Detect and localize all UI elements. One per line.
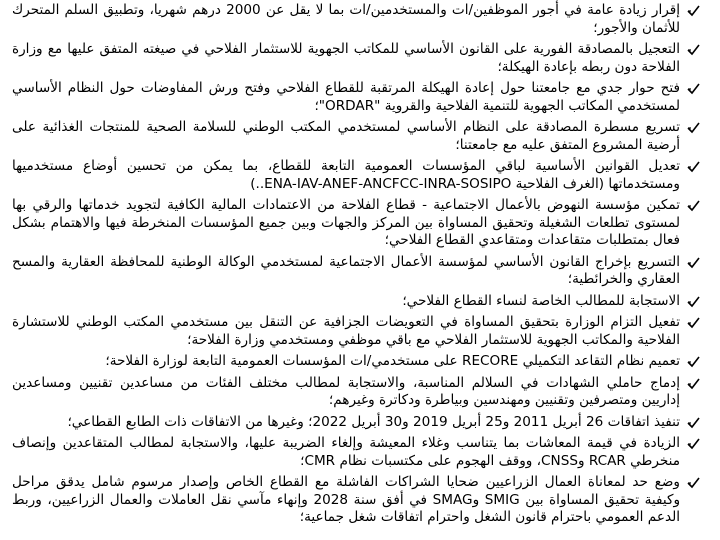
list-item xyxy=(12,474,702,527)
checkmark-arrow-bullet-icon xyxy=(687,417,700,429)
list-item-text: تعميم نظام التقاعد التكميلي RECORE على مستخدمي/ات المؤسسات العمومية التابعة لوزارة الفلاحة؛ xyxy=(105,353,680,369)
list-item-text: إدماج حاملي الشهادات في السلالم المناسبة، والاستجابة لمطالب مختلف الفئات من مساعدين تقنيين ومساعدين إداريين ومتصرفين وتقنيين ومهندسين وبياطرة ودكاترة وغيرهم؛ xyxy=(12,374,680,408)
list-item-text: التسريع بإخراج القانون الأساسي لمؤسسة الأعمال الاجتماعية لمستخدمي الوكالة الوطنية للمحافظة العقارية والمسح العقاري والخرائطية؛ xyxy=(12,253,680,287)
checkmark-arrow-bullet-icon xyxy=(687,257,700,269)
list-item-text: وضع حد لمعاناة العمال الزراعيين ضحايا الشراكات الفاشلة مع القطاع الخاص وإصدار مرسوم شامل يدقق مراحل وكيفية تحقيق المساواة بين SMIG وSMAG في أفق سنة 2028 وإنهاء مآسي نقل العاملات والعمال الزراعيين، وربط الدعم العمومي باحترام قانون الشغل واحترام اتفاقات شغل جماعية؛ xyxy=(12,474,681,525)
list-item xyxy=(12,2,702,37)
list-item-text: الاستجابة للمطالب الخاصة لنساء القطاع الفلاحي؛ xyxy=(402,292,680,309)
list-item-text: إقرار زيادة عامة في أجور الموظفين/ات والمستخدمين/ات بما لا يقل عن 2000 درهم شهريا، وتطبيق السلم المتحرك للأثمان والأجور؛ xyxy=(12,2,680,36)
list-item-text: تعديل القوانين الأساسية لباقي المؤسسات العمومية التابعة للقطاع، بما يمكن من تحسين أوضاع مستخدميها ومستخدماتها (الغرف الفلاحية ENA-IAV-ANEF-ANCFCC-INRA-SOSIPO..) xyxy=(12,158,680,192)
list-item xyxy=(12,41,702,76)
list-item-text: تفعيل التزام الوزارة بتحقيق المساواة في التعويضات الجزافية عن التنقل بين مستخدمي المكتب الوطني للاستشارة الفلاحية والمكاتب الجهوية للاستثمار الفلاحي مع باقي موظفي ومستخدمي وزارة الفلاحة؛ xyxy=(12,314,680,348)
checkmark-arrow-bullet-icon xyxy=(687,356,700,368)
list-item-text: تمكين مؤسسة النهوض بالأعمال الاجتماعية - قطاع الفلاحة من الاعتمادات المالية الكافية لتجويد خدماتها والرقي بها لمستوى تطلعات الشغيلة وتحقيق المساواة بين المركز والجهات وبين جميع المؤسسات المنخرطة فيها والاهتمام بشكل فعال بمتطلبات متقاعدات ومتقاعدي القطاع الفلاحي؛ xyxy=(12,197,680,248)
list-item xyxy=(12,293,702,311)
list-item xyxy=(12,314,702,349)
list-item xyxy=(12,158,702,193)
list-item xyxy=(12,353,702,371)
list-item-text: التعجيل بالمصادقة الفورية على القانون الأساسي للمكاتب الجهوية للاستثمار الفلاحي في صيغته المتفق عليها مع وزارة الفلاحة دون ربطه بإعادة الهيكلة؛ xyxy=(12,41,680,75)
list-item-text: الزيادة في قيمة المعاشات بما يتناسب وغلاء المعيشة وإلغاء الضريبة عليها، والاستجابة لمطالب المتقاعدين وإنصاف منخرطي RCAR وCNSS، ووقف الهجوم على مكتسبات نظام CMR؛ xyxy=(12,435,680,469)
list-item xyxy=(12,414,702,432)
list-item xyxy=(12,80,702,115)
list-item-text: تسريع مسطرة المصادقة على النظام الأساسي لمستخدمي المكتب الوطني للسلامة الصحية للمنتجات الغذائية على أرضية المشروع المتفق عليه مع جامعتنا؛ xyxy=(12,119,680,153)
checkmark-arrow-bullet-icon xyxy=(687,44,700,56)
checkmark-arrow-bullet-icon xyxy=(687,378,700,390)
list-item xyxy=(12,375,702,410)
list-item xyxy=(12,119,702,154)
checkmark-arrow-bullet-icon xyxy=(687,200,700,212)
checkmark-arrow-bullet-icon xyxy=(687,83,700,95)
checkmark-arrow-bullet-icon xyxy=(687,438,700,450)
checkmark-arrow-bullet-icon xyxy=(687,161,700,173)
checkmark-arrow-bullet-icon xyxy=(687,477,700,489)
checkmark-arrow-bullet-icon xyxy=(687,122,700,134)
checkmark-arrow-bullet-icon xyxy=(687,296,700,308)
list-item xyxy=(12,435,702,470)
list-item-text: فتح حوار جدي مع جامعتنا حول إعادة الهيكلة المرتقبة للقطاع الفلاحي وفتح ورش المفاوضات حول النظام الأساسي لمستخدمي المكاتب الجهوية للتنمية الفلاحية والقروية "ORDAR"؛ xyxy=(12,80,680,114)
list-item-text: تنفيذ اتفاقات 26 أبريل 2011 و25 أبريل 2019 و30 أبريل 2022؛ وغيرها من الاتفاقات ذات الطابع القطاعي؛ xyxy=(67,413,680,430)
checkmark-arrow-bullet-icon xyxy=(687,5,700,17)
demands-list xyxy=(12,2,702,527)
list-item xyxy=(12,254,702,289)
list-item xyxy=(12,197,702,250)
checkmark-arrow-bullet-icon xyxy=(687,317,700,329)
